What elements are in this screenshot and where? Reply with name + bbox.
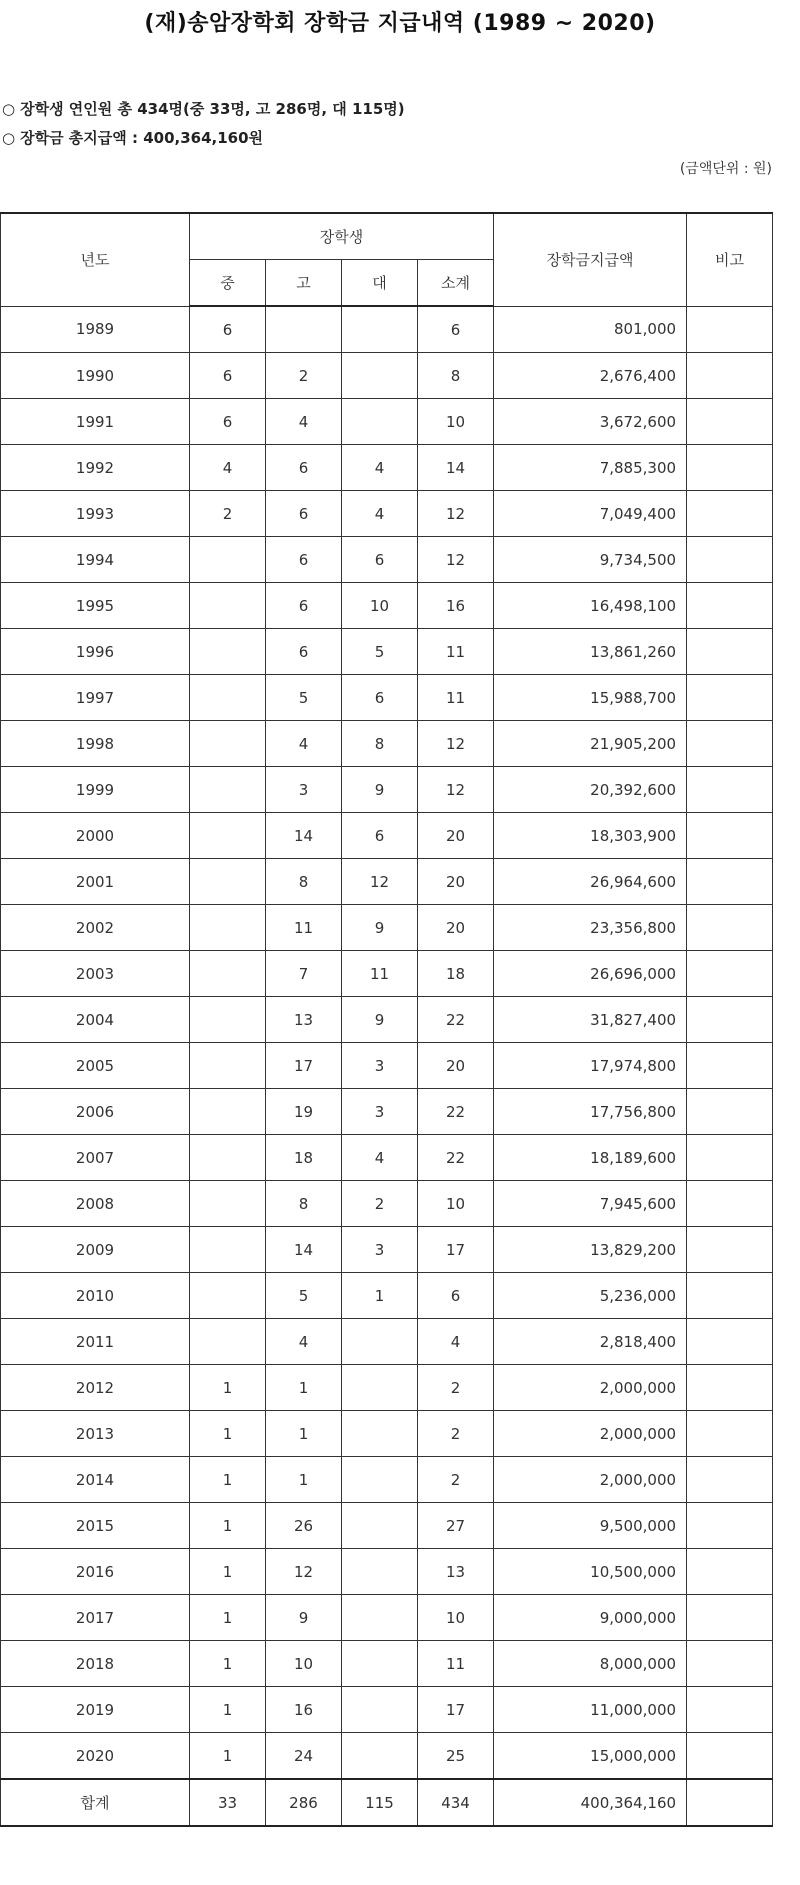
cell-high: 16 <box>266 1687 342 1733</box>
cell-high: 6 <box>266 629 342 675</box>
cell-middle <box>190 537 266 583</box>
cell-subtotal: 22 <box>418 997 494 1043</box>
cell-amount: 8,000,000 <box>494 1641 687 1687</box>
cell-middle: 1 <box>190 1549 266 1595</box>
cell-high: 8 <box>266 859 342 905</box>
cell-remarks <box>687 1641 773 1687</box>
cell-year: 1999 <box>1 767 190 813</box>
cell-univ: 5 <box>342 629 418 675</box>
cell-univ <box>342 1411 418 1457</box>
cell-univ <box>342 1457 418 1503</box>
cell-remarks <box>687 813 773 859</box>
table-row <box>1 905 773 951</box>
cell-subtotal: 11 <box>418 629 494 675</box>
cell-year: 2011 <box>1 1319 190 1365</box>
cell-high: 8 <box>266 1181 342 1227</box>
cell-amount: 23,356,800 <box>494 905 687 951</box>
cell-univ: 3 <box>342 1089 418 1135</box>
table-row <box>1 767 773 813</box>
cell-high: 19 <box>266 1089 342 1135</box>
table-row <box>1 1503 773 1549</box>
cell-remarks <box>687 445 773 491</box>
cell-subtotal: 27 <box>418 1503 494 1549</box>
unit-note: (금액단위 : 원) <box>679 161 772 177</box>
cell-subtotal: 12 <box>418 537 494 583</box>
cell-remarks <box>687 399 773 445</box>
cell-year: 2020 <box>1 1733 190 1780</box>
cell-middle <box>190 951 266 997</box>
cell-subtotal: 11 <box>418 1641 494 1687</box>
cell-amount: 9,000,000 <box>494 1595 687 1641</box>
cell-amount: 15,000,000 <box>494 1733 687 1780</box>
cell-remarks <box>687 491 773 537</box>
cell-remarks <box>687 1043 773 1089</box>
cell-year: 2004 <box>1 997 190 1043</box>
cell-remarks <box>687 997 773 1043</box>
cell-amount: 7,945,600 <box>494 1181 687 1227</box>
cell-year: 1996 <box>1 629 190 675</box>
cell-middle: 1 <box>190 1733 266 1780</box>
cell-amount: 17,974,800 <box>494 1043 687 1089</box>
cell-univ <box>342 1319 418 1365</box>
cell-univ: 3 <box>342 1043 418 1089</box>
cell-remarks <box>687 537 773 583</box>
cell-subtotal: 10 <box>418 1595 494 1641</box>
cell-middle: 1 <box>190 1365 266 1411</box>
cell-year: 2016 <box>1 1549 190 1595</box>
cell-year: 2019 <box>1 1687 190 1733</box>
total-high: 286 <box>266 1779 342 1826</box>
total-subtotal: 434 <box>418 1779 494 1826</box>
cell-amount: 9,500,000 <box>494 1503 687 1549</box>
cell-remarks <box>687 629 773 675</box>
cell-remarks <box>687 1227 773 1273</box>
cell-subtotal: 20 <box>418 859 494 905</box>
table-row <box>1 1227 773 1273</box>
cell-year: 2007 <box>1 1135 190 1181</box>
cell-year: 1991 <box>1 399 190 445</box>
table-row <box>1 1365 773 1411</box>
cell-remarks <box>687 1089 773 1135</box>
bullet-circle-icon: ○ <box>2 100 16 118</box>
cell-remarks <box>687 1365 773 1411</box>
cell-univ: 2 <box>342 1181 418 1227</box>
cell-univ: 11 <box>342 951 418 997</box>
cell-univ <box>342 1733 418 1780</box>
cell-high: 4 <box>266 399 342 445</box>
table-row <box>1 1043 773 1089</box>
cell-univ: 4 <box>342 1135 418 1181</box>
cell-year: 1995 <box>1 583 190 629</box>
cell-univ: 6 <box>342 813 418 859</box>
cell-high: 1 <box>266 1457 342 1503</box>
summary-total-amount <box>2 127 263 148</box>
scholarship-table <box>0 212 773 1827</box>
cell-subtotal: 22 <box>418 1089 494 1135</box>
cell-subtotal: 17 <box>418 1687 494 1733</box>
table-row <box>1 445 773 491</box>
cell-year: 2001 <box>1 859 190 905</box>
cell-univ: 9 <box>342 997 418 1043</box>
cell-amount: 20,392,600 <box>494 767 687 813</box>
table-row <box>1 583 773 629</box>
cell-remarks <box>687 1411 773 1457</box>
cell-subtotal: 18 <box>418 951 494 997</box>
table-row <box>1 997 773 1043</box>
cell-amount: 16,498,100 <box>494 583 687 629</box>
table-row <box>1 1733 773 1780</box>
cell-middle <box>190 1043 266 1089</box>
header-middle: 중 <box>190 260 266 307</box>
cell-subtotal: 25 <box>418 1733 494 1780</box>
cell-middle: 1 <box>190 1595 266 1641</box>
table-row <box>1 629 773 675</box>
cell-high: 6 <box>266 491 342 537</box>
cell-subtotal: 4 <box>418 1319 494 1365</box>
cell-univ: 12 <box>342 859 418 905</box>
cell-high: 14 <box>266 813 342 859</box>
cell-subtotal: 10 <box>418 1181 494 1227</box>
cell-year: 2009 <box>1 1227 190 1273</box>
cell-year: 1992 <box>1 445 190 491</box>
cell-year: 2015 <box>1 1503 190 1549</box>
cell-subtotal: 12 <box>418 721 494 767</box>
cell-year: 2002 <box>1 905 190 951</box>
cell-middle <box>190 905 266 951</box>
total-remarks <box>687 1779 773 1826</box>
cell-remarks <box>687 1687 773 1733</box>
cell-year: 1993 <box>1 491 190 537</box>
header-univ: 대 <box>342 260 418 307</box>
table-row <box>1 1135 773 1181</box>
cell-remarks <box>687 767 773 813</box>
cell-year: 2005 <box>1 1043 190 1089</box>
cell-amount: 9,734,500 <box>494 537 687 583</box>
cell-middle <box>190 583 266 629</box>
cell-amount: 2,818,400 <box>494 1319 687 1365</box>
cell-high: 26 <box>266 1503 342 1549</box>
cell-remarks <box>687 1457 773 1503</box>
table-row <box>1 306 773 353</box>
cell-year: 2003 <box>1 951 190 997</box>
cell-high: 14 <box>266 1227 342 1273</box>
cell-middle: 4 <box>190 445 266 491</box>
cell-middle: 6 <box>190 306 266 353</box>
header-amount: 장학금지급액 <box>494 213 687 306</box>
cell-year: 2018 <box>1 1641 190 1687</box>
cell-middle <box>190 1089 266 1135</box>
cell-subtotal: 20 <box>418 813 494 859</box>
table-row <box>1 1273 773 1319</box>
page-title: (재)송암장학회 장학금 지급내역 (1989 ~ 2020) <box>144 11 656 36</box>
cell-high: 12 <box>266 1549 342 1595</box>
cell-middle <box>190 813 266 859</box>
cell-high: 4 <box>266 721 342 767</box>
total-middle: 33 <box>190 1779 266 1826</box>
total-label: 합계 <box>1 1779 190 1826</box>
cell-amount: 17,756,800 <box>494 1089 687 1135</box>
cell-amount: 13,861,260 <box>494 629 687 675</box>
table-row <box>1 1089 773 1135</box>
cell-univ: 6 <box>342 675 418 721</box>
cell-middle <box>190 629 266 675</box>
table-body <box>1 306 773 1779</box>
table-row <box>1 951 773 997</box>
cell-subtotal: 12 <box>418 767 494 813</box>
cell-year: 2013 <box>1 1411 190 1457</box>
cell-high: 6 <box>266 583 342 629</box>
cell-year: 2010 <box>1 1273 190 1319</box>
table-row <box>1 399 773 445</box>
cell-amount: 2,000,000 <box>494 1457 687 1503</box>
cell-univ <box>342 399 418 445</box>
cell-subtotal: 8 <box>418 353 494 399</box>
cell-year: 2008 <box>1 1181 190 1227</box>
cell-high: 7 <box>266 951 342 997</box>
cell-remarks <box>687 1135 773 1181</box>
cell-middle <box>190 1135 266 1181</box>
cell-amount: 2,000,000 <box>494 1365 687 1411</box>
cell-year: 1998 <box>1 721 190 767</box>
cell-amount: 26,696,000 <box>494 951 687 997</box>
cell-high: 5 <box>266 675 342 721</box>
cell-remarks <box>687 675 773 721</box>
cell-amount: 10,500,000 <box>494 1549 687 1595</box>
cell-univ <box>342 1641 418 1687</box>
cell-remarks <box>687 583 773 629</box>
cell-remarks <box>687 905 773 951</box>
cell-univ: 10 <box>342 583 418 629</box>
cell-amount: 2,676,400 <box>494 353 687 399</box>
cell-univ: 4 <box>342 445 418 491</box>
cell-remarks <box>687 306 773 353</box>
cell-remarks <box>687 1549 773 1595</box>
cell-amount: 31,827,400 <box>494 997 687 1043</box>
cell-univ: 3 <box>342 1227 418 1273</box>
cell-middle: 6 <box>190 353 266 399</box>
cell-amount: 18,189,600 <box>494 1135 687 1181</box>
cell-middle: 1 <box>190 1411 266 1457</box>
cell-remarks <box>687 353 773 399</box>
cell-high: 9 <box>266 1595 342 1641</box>
cell-high: 11 <box>266 905 342 951</box>
cell-subtotal: 2 <box>418 1365 494 1411</box>
summary-total-students <box>2 98 405 119</box>
cell-high: 24 <box>266 1733 342 1780</box>
summary-amount-text: 장학금 총지급액 : 400,364,160원 <box>20 129 264 147</box>
cell-year: 1990 <box>1 353 190 399</box>
cell-remarks <box>687 1503 773 1549</box>
cell-subtotal: 16 <box>418 583 494 629</box>
total-amount: 400,364,160 <box>494 1779 687 1826</box>
cell-middle: 1 <box>190 1457 266 1503</box>
cell-high: 4 <box>266 1319 342 1365</box>
cell-year: 1994 <box>1 537 190 583</box>
cell-high: 6 <box>266 537 342 583</box>
cell-univ <box>342 1687 418 1733</box>
cell-univ <box>342 353 418 399</box>
table-row <box>1 1411 773 1457</box>
cell-amount: 7,049,400 <box>494 491 687 537</box>
cell-univ: 8 <box>342 721 418 767</box>
total-univ: 115 <box>342 1779 418 1826</box>
cell-middle: 1 <box>190 1503 266 1549</box>
table-row <box>1 1319 773 1365</box>
cell-amount: 11,000,000 <box>494 1687 687 1733</box>
cell-subtotal: 22 <box>418 1135 494 1181</box>
cell-subtotal: 14 <box>418 445 494 491</box>
cell-subtotal: 17 <box>418 1227 494 1273</box>
cell-remarks <box>687 1595 773 1641</box>
cell-subtotal: 6 <box>418 1273 494 1319</box>
cell-middle: 2 <box>190 491 266 537</box>
cell-amount: 3,672,600 <box>494 399 687 445</box>
cell-middle <box>190 1181 266 1227</box>
cell-year: 2014 <box>1 1457 190 1503</box>
header-remarks: 비고 <box>687 213 773 306</box>
cell-amount: 15,988,700 <box>494 675 687 721</box>
cell-year: 2000 <box>1 813 190 859</box>
header-students: 장학생 <box>190 213 494 260</box>
cell-univ <box>342 1549 418 1595</box>
cell-subtotal: 6 <box>418 306 494 353</box>
cell-univ <box>342 1503 418 1549</box>
cell-remarks <box>687 721 773 767</box>
cell-univ <box>342 306 418 353</box>
cell-univ: 6 <box>342 537 418 583</box>
table-row <box>1 1181 773 1227</box>
cell-subtotal: 2 <box>418 1411 494 1457</box>
cell-amount: 2,000,000 <box>494 1411 687 1457</box>
cell-high: 6 <box>266 445 342 491</box>
cell-middle <box>190 1273 266 1319</box>
cell-high: 1 <box>266 1365 342 1411</box>
table-row <box>1 1641 773 1687</box>
cell-year: 1989 <box>1 306 190 353</box>
cell-middle: 1 <box>190 1687 266 1733</box>
cell-high: 13 <box>266 997 342 1043</box>
table-row <box>1 675 773 721</box>
cell-middle <box>190 859 266 905</box>
table-row <box>1 859 773 905</box>
table-row <box>1 353 773 399</box>
cell-high: 1 <box>266 1411 342 1457</box>
cell-remarks <box>687 1733 773 1780</box>
cell-univ <box>342 1595 418 1641</box>
table-row <box>1 491 773 537</box>
cell-amount: 21,905,200 <box>494 721 687 767</box>
cell-univ: 9 <box>342 905 418 951</box>
cell-subtotal: 20 <box>418 905 494 951</box>
cell-subtotal: 11 <box>418 675 494 721</box>
table-row <box>1 1457 773 1503</box>
cell-high: 17 <box>266 1043 342 1089</box>
cell-middle <box>190 675 266 721</box>
cell-subtotal: 13 <box>418 1549 494 1595</box>
cell-subtotal: 12 <box>418 491 494 537</box>
cell-remarks <box>687 1319 773 1365</box>
header-high: 고 <box>266 260 342 307</box>
cell-middle <box>190 721 266 767</box>
cell-remarks <box>687 859 773 905</box>
header-subtotal: 소계 <box>418 260 494 307</box>
cell-amount: 5,236,000 <box>494 1273 687 1319</box>
cell-amount: 18,303,900 <box>494 813 687 859</box>
cell-remarks <box>687 1181 773 1227</box>
cell-subtotal: 20 <box>418 1043 494 1089</box>
cell-middle: 6 <box>190 399 266 445</box>
table-row <box>1 1549 773 1595</box>
cell-high: 3 <box>266 767 342 813</box>
table-row <box>1 813 773 859</box>
cell-middle: 1 <box>190 1641 266 1687</box>
cell-year: 2012 <box>1 1365 190 1411</box>
cell-amount: 26,964,600 <box>494 859 687 905</box>
cell-high: 18 <box>266 1135 342 1181</box>
cell-subtotal: 10 <box>418 399 494 445</box>
cell-high: 2 <box>266 353 342 399</box>
cell-high <box>266 306 342 353</box>
cell-high: 5 <box>266 1273 342 1319</box>
table-row <box>1 1595 773 1641</box>
table-row <box>1 537 773 583</box>
cell-middle <box>190 1319 266 1365</box>
cell-univ: 1 <box>342 1273 418 1319</box>
bullet-circle-icon: ○ <box>2 129 16 147</box>
cell-middle <box>190 767 266 813</box>
table-row <box>1 1687 773 1733</box>
cell-middle <box>190 1227 266 1273</box>
header-year: 년도 <box>1 213 190 306</box>
total-row <box>1 1779 773 1826</box>
cell-middle <box>190 997 266 1043</box>
cell-year: 2017 <box>1 1595 190 1641</box>
cell-univ: 9 <box>342 767 418 813</box>
table-row <box>1 721 773 767</box>
cell-amount: 801,000 <box>494 306 687 353</box>
cell-univ <box>342 1365 418 1411</box>
cell-univ: 4 <box>342 491 418 537</box>
summary-students-text: 장학생 연인원 총 434명(중 33명, 고 286명, 대 115명) <box>20 100 405 118</box>
cell-year: 2006 <box>1 1089 190 1135</box>
cell-subtotal: 2 <box>418 1457 494 1503</box>
cell-high: 10 <box>266 1641 342 1687</box>
cell-amount: 13,829,200 <box>494 1227 687 1273</box>
cell-remarks <box>687 1273 773 1319</box>
cell-year: 1997 <box>1 675 190 721</box>
cell-amount: 7,885,300 <box>494 445 687 491</box>
cell-remarks <box>687 951 773 997</box>
